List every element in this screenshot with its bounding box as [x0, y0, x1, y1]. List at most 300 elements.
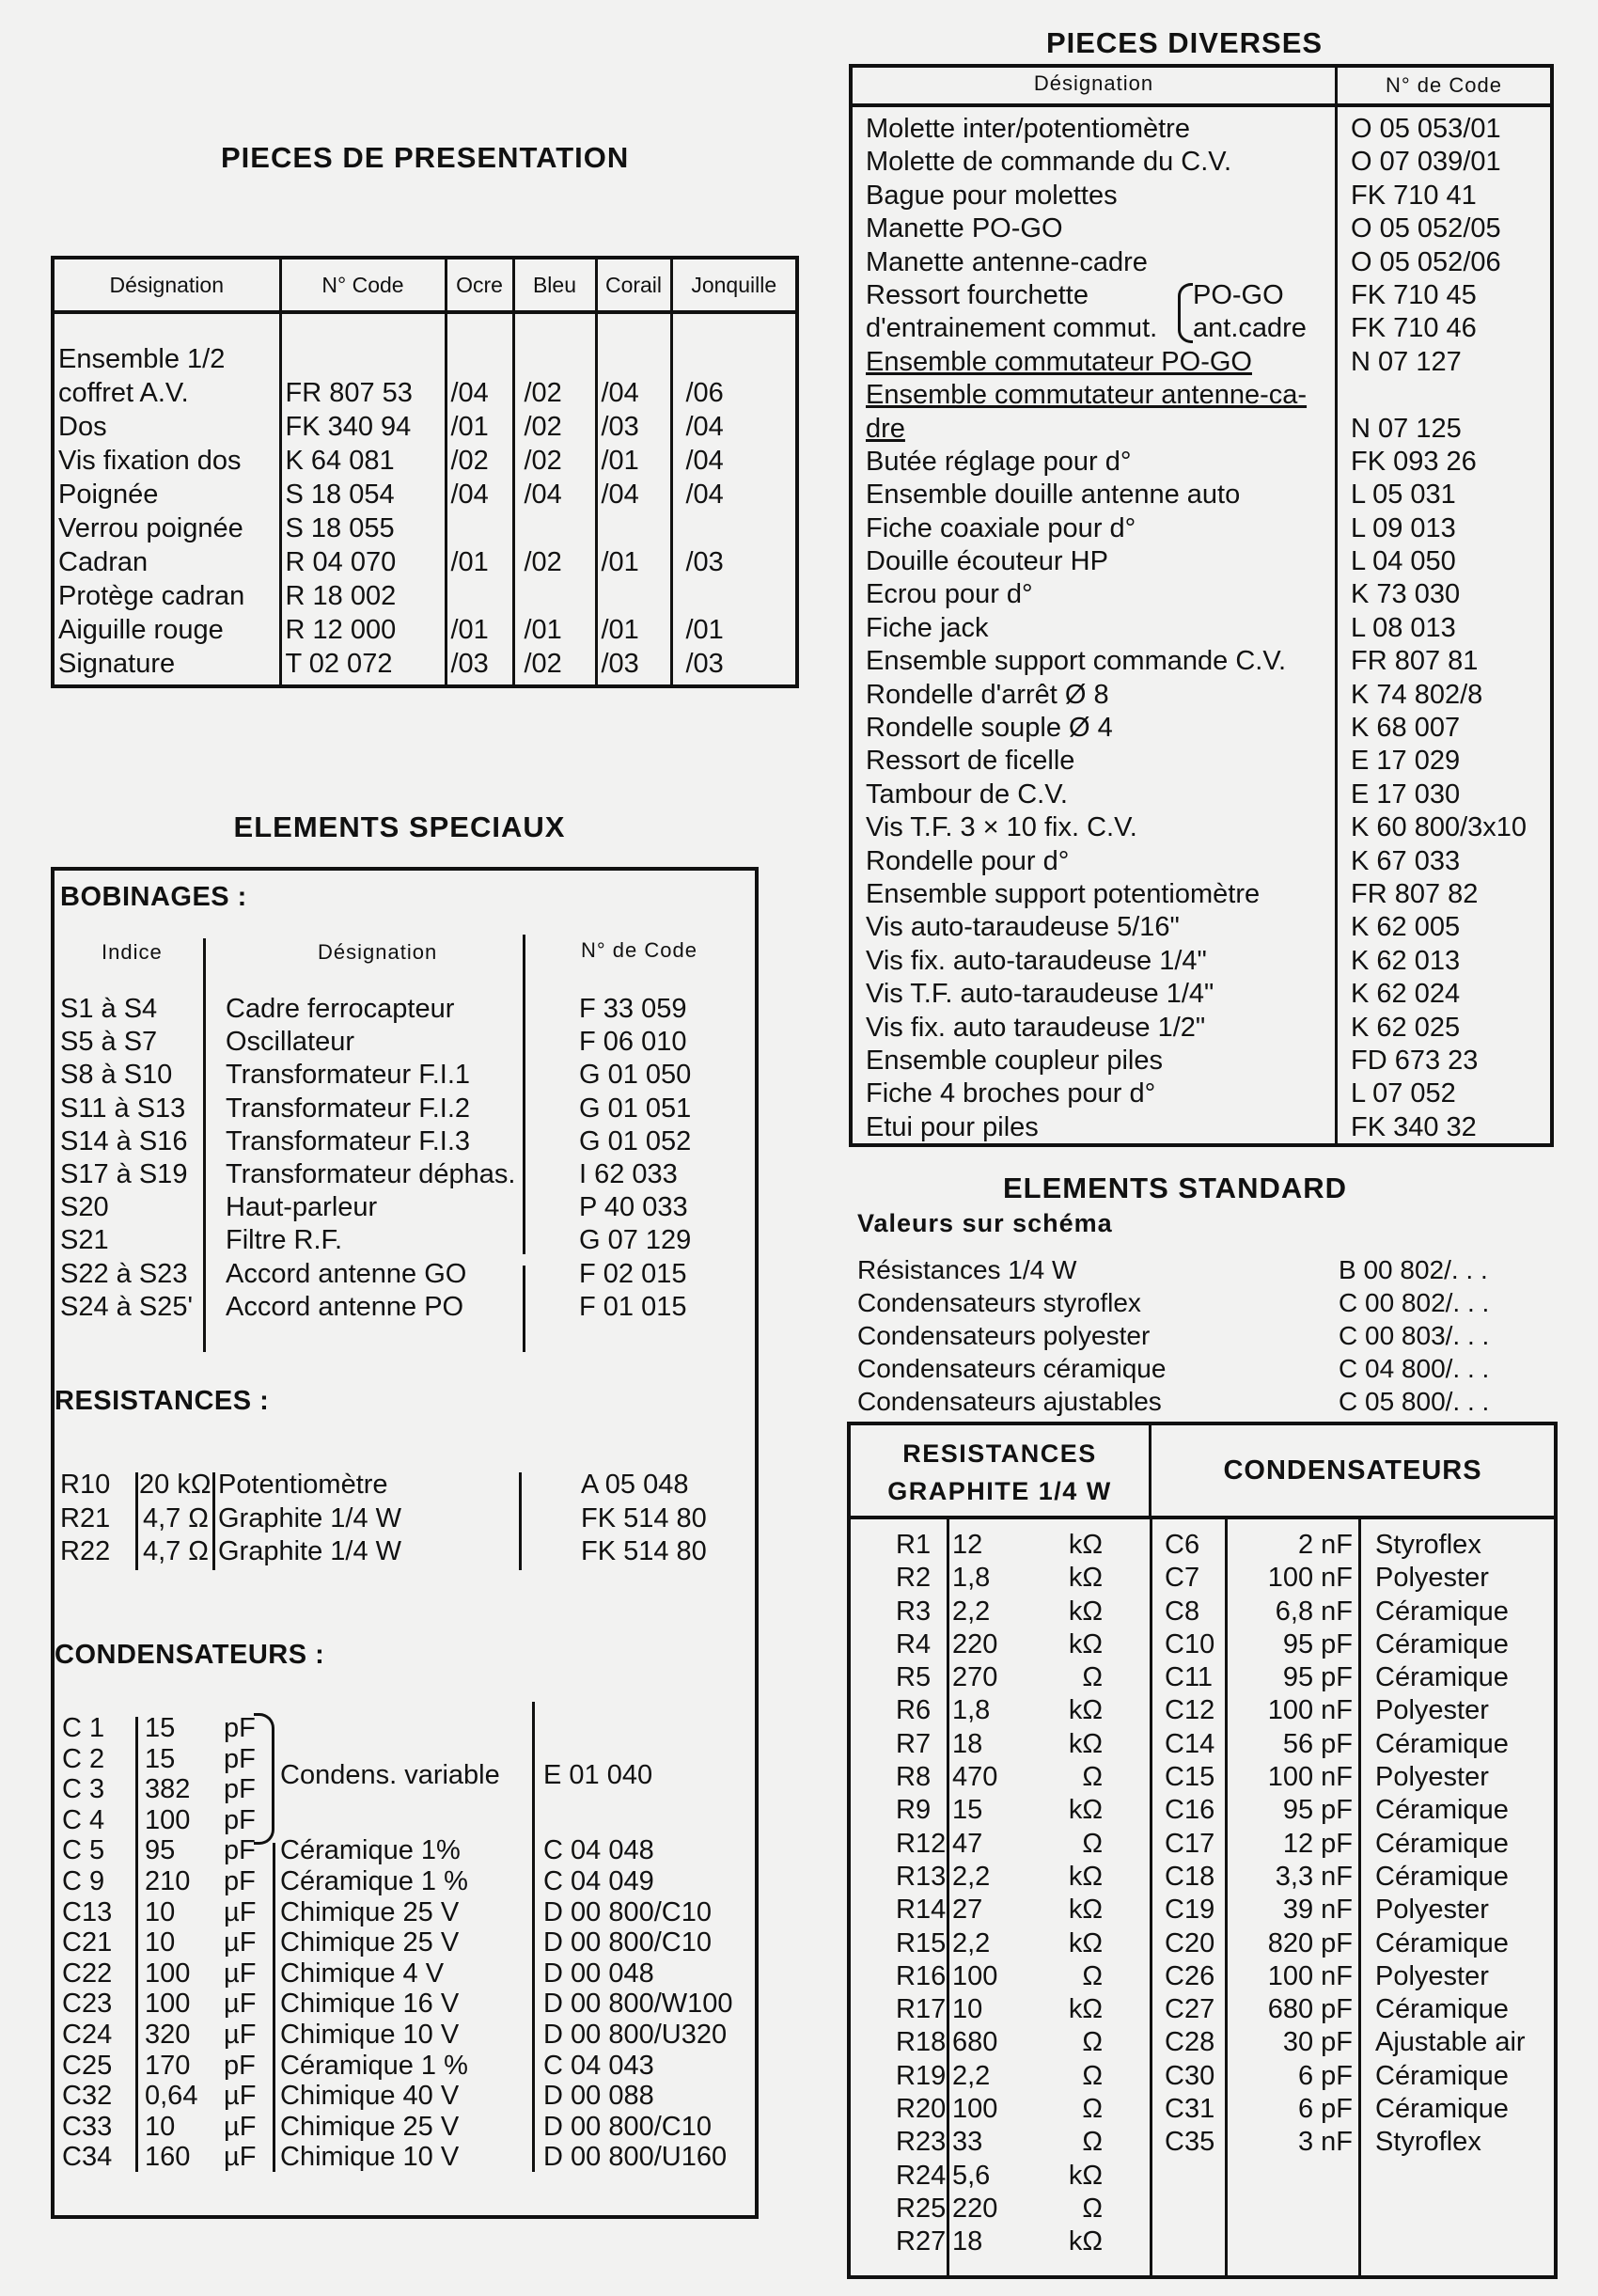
list-item-designation — [853, 180, 1335, 212]
cell-value: 100 — [145, 1804, 191, 1835]
list-item-designation — [853, 811, 1335, 844]
cell-res-value: 47 — [952, 1828, 983, 1859]
designation-column — [853, 107, 1338, 1143]
cell-unit: pF — [224, 1743, 256, 1774]
cell-code: D 00 800/W100 — [543, 1989, 733, 2020]
resistances-header — [851, 1425, 1152, 1519]
list-item-code: E 17 030 — [1351, 778, 1461, 810]
cell-cond-type: Céramique — [1375, 1795, 1509, 1826]
designation-text: Manette antenne-cadre — [866, 246, 1148, 277]
cell-designation: Poignée — [58, 480, 159, 510]
col-header-corail: Corail — [596, 259, 671, 312]
cell-res-ref: R9 — [896, 1795, 932, 1826]
cell-jonquille: /04 — [685, 412, 724, 442]
list-item-designation — [853, 845, 1335, 878]
cell-cond-ref: C35 — [1165, 2127, 1215, 2158]
cell-corail — [602, 579, 666, 613]
list-item-code: K 62 005 — [1351, 912, 1461, 943]
divider — [135, 1472, 138, 1570]
designation-text: Ressort fourchette — [866, 279, 1089, 310]
cell-bleu: /04 — [524, 480, 562, 510]
cell-ref: C33 — [62, 2111, 113, 2142]
list-item-designation — [853, 479, 1335, 511]
cell-code — [543, 1713, 733, 1744]
corail-column — [596, 312, 671, 684]
cell-ocre: /01 — [450, 412, 489, 442]
cell-value: 382 — [145, 1774, 191, 1805]
list-item-code: K 68 007 — [1351, 713, 1461, 744]
standard-codes — [1339, 1253, 1489, 1418]
ref-column — [62, 1713, 112, 2173]
variable-label: Condens. variable — [280, 1760, 500, 1790]
cell-type: Chimique 4 V — [280, 1958, 445, 1989]
cell-value: 4,7 Ω — [142, 1536, 209, 1566]
list-item-code: O 05 052/05 — [1351, 213, 1501, 244]
designation-text: Ensemble support commande C.V. — [866, 646, 1287, 677]
cell-value: 210 — [145, 1865, 191, 1896]
cell-value: 320 — [145, 2019, 191, 2050]
cell-type: Céramique 1 % — [280, 2050, 468, 2081]
condensateurs-header: CONDENSATEURS — [1152, 1425, 1554, 1519]
value-column — [139, 1469, 212, 1569]
cell-cond-ref: C31 — [1165, 2094, 1215, 2125]
resistances-header-line2: GRAPHITE 1/4 W — [887, 1477, 1112, 1505]
cell-ref: C 5 — [62, 1835, 105, 1866]
cell-res-unit: kΩ — [1068, 1994, 1103, 2025]
cell-unit: µF — [224, 1927, 257, 1958]
col-header-code: N° de Code — [581, 938, 697, 962]
diverses-table — [849, 64, 1554, 1147]
cell-code: T 02 072 — [285, 649, 393, 679]
cell-bleu — [525, 579, 591, 613]
list-item-designation — [853, 545, 1335, 578]
cell-designation: Signature — [58, 649, 176, 679]
designation-text: Fiche jack — [866, 612, 989, 643]
cell-bleu: /01 — [524, 615, 562, 645]
list-item-designation — [853, 246, 1335, 279]
cell-res-ref: R12 — [896, 1828, 947, 1859]
cell-res-ref: R27 — [896, 2226, 947, 2257]
cell-ref: C 3 — [62, 1774, 105, 1805]
cell-res-value: 2,2 — [952, 1596, 991, 1627]
designation-text: Ensemble coupleur piles — [866, 1045, 1163, 1076]
cell-res-ref: R6 — [896, 1695, 932, 1726]
cell-res-value: 15 — [952, 1795, 983, 1826]
list-item-designation — [853, 612, 1335, 645]
list-item-code: L 08 013 — [1351, 612, 1456, 643]
cell-unit: µF — [224, 2081, 257, 2112]
unit-column — [224, 1713, 256, 2173]
cell-bleu: /02 — [524, 412, 562, 442]
standard-label: Condensateurs polyester — [857, 1321, 1151, 1350]
cond-value-column — [1230, 1529, 1353, 2160]
cell-code: G 07 129 — [579, 1225, 692, 1256]
cell-cond-ref: C26 — [1165, 1960, 1215, 1991]
brace-option: PO-GO — [1193, 279, 1284, 310]
col-header-designation: Désignation — [853, 68, 1338, 103]
cell-cond-ref: C14 — [1165, 1728, 1215, 1759]
cell-type: Chimique 10 V — [280, 2019, 460, 2050]
cell-res-unit: kΩ — [1068, 1563, 1103, 1594]
list-item-code: K 60 800/3x10 — [1351, 812, 1528, 843]
cell-cond-ref: C10 — [1165, 1628, 1215, 1659]
list-item-designation — [853, 379, 1335, 412]
designation-text: Vis T.F. 3 × 10 fix. C.V. — [866, 812, 1137, 843]
cell-corail: /03 — [601, 412, 639, 442]
cell-cond-ref: C28 — [1165, 2027, 1215, 2058]
cell-designation: Verrou poignée — [58, 513, 243, 543]
list-item-code: N 07 127 — [1351, 346, 1462, 377]
cell-code — [543, 1744, 733, 1775]
cell-res-value: 10 — [952, 1994, 983, 2025]
cell-res-unit: kΩ — [1068, 1695, 1103, 1726]
cell-designation: Filtre R.F. — [226, 1225, 343, 1256]
cell-jonquille: /01 — [685, 615, 724, 645]
list-item-code: N 07 125 — [1351, 413, 1462, 444]
divider — [947, 1519, 949, 2275]
cell-code: F 01 015 — [579, 1291, 687, 1322]
cell-designation: Dos — [58, 412, 107, 442]
ref-column — [60, 1469, 110, 1569]
designation-column — [226, 993, 515, 1324]
designation-text: Vis fix. auto taraudeuse 1/2" — [866, 1012, 1206, 1043]
cell-cond-type: Polyester — [1375, 1960, 1489, 1991]
cell-res-ref: R1 — [896, 1530, 932, 1560]
cell-designation: Vis fixation dos — [58, 446, 242, 476]
col-header-ocre: Ocre — [446, 259, 513, 312]
list-item-code: O 05 052/06 — [1351, 246, 1501, 277]
list-item-code: FK 710 41 — [1351, 180, 1477, 211]
cell-designation: Aiguille rouge — [58, 615, 224, 645]
bleu-column — [513, 312, 596, 684]
cell-res-unit: kΩ — [1068, 1596, 1103, 1627]
cell-res-ref: R15 — [896, 1927, 947, 1958]
cell-cond-ref: C30 — [1165, 2060, 1215, 2091]
cell-code: S 18 054 — [285, 480, 395, 510]
cell-type: Chimique 16 V — [280, 1989, 460, 2020]
cell-cond-type: Céramique — [1375, 1927, 1509, 1958]
cell-designation: Transformateur F.I.1 — [226, 1060, 471, 1091]
cell-cond-ref: C15 — [1165, 1762, 1215, 1793]
cell-unit: pF — [224, 1865, 256, 1896]
cell-indice: S24 à S25' — [60, 1291, 193, 1322]
standard-label: Résistances 1/4 W — [857, 1255, 1077, 1284]
cell-designation: Haut-parleur — [226, 1192, 378, 1223]
cell-ref: C23 — [62, 1989, 113, 2020]
cell-ocre: /04 — [450, 480, 489, 510]
standard-code: C 05 800/. . . — [1339, 1387, 1490, 1416]
jonquille-column — [671, 312, 795, 684]
cell-indice: S8 à S10 — [60, 1060, 173, 1091]
col-header-jonquille: Jonquille — [671, 259, 795, 312]
cell-value: 10 — [145, 1927, 176, 1958]
cell-ref: C13 — [62, 1896, 113, 1927]
cell-designation: coffret A.V. — [58, 378, 189, 408]
standard-code: C 04 800/. . . — [1339, 1354, 1490, 1383]
cell-res-value: 1,8 — [952, 1695, 991, 1726]
cell-ref: C 4 — [62, 1804, 105, 1835]
cell-designation: Accord antenne GO — [226, 1258, 467, 1289]
designation-text: d'entrainement commut. — [866, 313, 1158, 344]
list-item-code: L 07 052 — [1351, 1078, 1456, 1109]
cell-designation: Cadran — [58, 547, 149, 577]
cell-code: C 04 048 — [543, 1835, 654, 1866]
cell-code: D 00 800/C10 — [543, 1896, 712, 1927]
cell-ref: C 2 — [62, 1743, 105, 1774]
cell-jonquille: /04 — [685, 446, 724, 476]
cell-cond-value: 3,3 nF — [1275, 1861, 1353, 1892]
cell-ref: C22 — [62, 1958, 113, 1989]
cell-value: 15 — [145, 1713, 176, 1743]
cell-res-unit: kΩ — [1068, 1728, 1103, 1759]
designation-column — [55, 312, 280, 684]
cell-cond-value: 95 pF — [1282, 1795, 1353, 1826]
designation-text: Ecrou pour d° — [866, 579, 1033, 610]
standard-subtitle: Valeurs sur schéma — [857, 1209, 1113, 1237]
cell-code: G 01 052 — [579, 1125, 692, 1156]
cell-res-unit: Ω — [1082, 2127, 1103, 2158]
list-item-designation — [853, 578, 1335, 611]
res-unit-column — [1046, 1529, 1103, 2259]
divider — [1225, 1519, 1228, 2275]
list-item-designation — [853, 978, 1335, 1011]
cell-corail: /01 — [601, 615, 639, 645]
cell-res-ref: R16 — [896, 1960, 947, 1991]
designation-text: Molette de commande du C.V. — [866, 147, 1232, 178]
res-ref-column — [896, 1529, 946, 2259]
cell-code: FR 807 53 — [285, 378, 413, 408]
cell-cond-type: Polyester — [1375, 1895, 1489, 1926]
cell-res-value: 2,2 — [952, 2060, 991, 2091]
cell-res-ref: R7 — [896, 1728, 932, 1759]
divider — [203, 938, 206, 1352]
cell-cond-type: Céramique — [1375, 2094, 1509, 2125]
cell-type: Chimique 25 V — [280, 2111, 460, 2142]
standard-title: ELEMENTS STANDARD — [1002, 1172, 1348, 1204]
indice-column — [60, 993, 193, 1324]
cell-ocre — [451, 579, 509, 613]
cell-indice: S11 à S13 — [60, 1093, 186, 1124]
cell-res-ref: R25 — [896, 2193, 947, 2224]
cell-res-ref: R18 — [896, 2027, 947, 2058]
list-item-code: L 04 050 — [1351, 546, 1456, 577]
presentation-title: PIECES DE PRESENTATION — [221, 141, 630, 174]
cell-indice: S5 à S7 — [60, 1027, 158, 1058]
list-item-code: O 07 039/01 — [1351, 147, 1501, 178]
cell-ref: C32 — [62, 2081, 113, 2112]
cell-type — [280, 1713, 468, 1744]
resistances-header-line1: RESISTANCES — [902, 1439, 1097, 1468]
cell-res-unit: Ω — [1082, 1828, 1103, 1859]
cell-res-unit: kΩ — [1068, 1861, 1103, 1892]
cell-res-value: 27 — [952, 1895, 983, 1926]
designation-text: Ressort de ficelle — [866, 746, 1075, 777]
cell-cond-ref: C8 — [1165, 1596, 1200, 1627]
cell-code: I 62 033 — [579, 1158, 678, 1189]
designation-text: Douille écouteur HP — [866, 546, 1108, 577]
cell-code: R 18 002 — [285, 581, 397, 611]
cell-code: FK 340 94 — [285, 412, 412, 442]
cell-res-value: 5,6 — [952, 2160, 991, 2191]
cell-code: P 40 033 — [579, 1192, 688, 1223]
cell-corail: /04 — [601, 378, 639, 408]
cell-res-unit: Ω — [1082, 2027, 1103, 2058]
cell-res-value: 12 — [952, 1530, 983, 1560]
cell-value: 15 — [145, 1743, 176, 1774]
cell-code: F 02 015 — [579, 1258, 687, 1289]
cell-code: R 04 070 — [285, 547, 397, 577]
type-column — [280, 1713, 468, 2173]
designation-text: Molette inter/potentiomètre — [866, 114, 1190, 144]
ocre-column — [446, 312, 513, 684]
cell-cond-value: 6,8 nF — [1275, 1596, 1353, 1627]
cell-cond-type: Céramique — [1375, 1828, 1509, 1859]
cell-res-unit: Ω — [1082, 1960, 1103, 1991]
cell-ocre: /01 — [450, 547, 489, 577]
list-item-designation — [853, 146, 1335, 179]
cell-code — [543, 1774, 733, 1805]
cell-code: C 04 049 — [543, 1865, 654, 1896]
cell-cond-type: Céramique — [1375, 1994, 1509, 2025]
cell-type — [280, 1744, 468, 1775]
designation-text: Ensemble commutateur antenne-ca- — [866, 380, 1308, 411]
cell-unit: pF — [224, 2050, 256, 2081]
cell-ocre: /04 — [450, 378, 489, 408]
cell-cond-value: 30 pF — [1282, 2027, 1353, 2058]
cell-cond-value: 820 pF — [1267, 1927, 1353, 1958]
list-item-designation — [853, 911, 1335, 944]
list-item-code: FK 710 45 — [1351, 279, 1477, 310]
cell-res-unit: Ω — [1082, 2094, 1103, 2125]
cell-res-unit: Ω — [1082, 2060, 1103, 2091]
divider — [523, 1266, 525, 1352]
cell-corail: /01 — [601, 446, 639, 476]
cell-type: Graphite 1/4 W — [218, 1536, 402, 1566]
condensateurs-label: CONDENSATEURS : — [55, 1640, 325, 1670]
list-item-designation — [853, 279, 1335, 312]
cell-code: A 05 048 — [581, 1470, 689, 1500]
variable-code: E 01 040 — [543, 1760, 653, 1790]
cell-code — [543, 1805, 733, 1836]
cell-value: 100 — [145, 1989, 191, 2020]
cell-cond-ref: C12 — [1165, 1695, 1215, 1726]
divider — [1150, 1519, 1152, 2275]
cell-res-ref: R2 — [896, 1563, 932, 1594]
cell-type: Chimique 40 V — [280, 2081, 460, 2112]
list-item-designation — [853, 679, 1335, 712]
list-item-designation — [853, 712, 1335, 745]
col-header-designation: Désignation — [55, 259, 280, 312]
speciaux-title: ELEMENTS SPECIAUX — [233, 810, 566, 843]
cell-res-unit: kΩ — [1068, 2160, 1103, 2191]
cell-designation: Transformateur F.I.3 — [226, 1125, 471, 1156]
list-item-designation — [853, 778, 1335, 811]
cell-indice: S14 à S16 — [60, 1125, 188, 1156]
designation-text: Manette PO-GO — [866, 213, 1063, 244]
cell-unit: pF — [224, 1713, 256, 1743]
cond-type-column — [1375, 1529, 1526, 2160]
designation-text: Rondelle pour d° — [866, 845, 1070, 876]
cell-designation: Transformateur F.I.2 — [226, 1093, 471, 1124]
designation-text: Rondelle d'arrêt Ø 8 — [866, 679, 1109, 710]
designation-text: Rondelle souple Ø 4 — [866, 713, 1113, 744]
cell-cond-value: 6 pF — [1297, 2060, 1353, 2091]
cell-indice: S21 — [60, 1225, 109, 1256]
col-header-bleu: Bleu — [513, 259, 596, 312]
cell-corail: /01 — [601, 547, 639, 577]
cell-cond-ref: C6 — [1165, 1530, 1200, 1560]
cell-cond-value: 100 nF — [1267, 1563, 1353, 1594]
cell-unit: pF — [224, 1774, 256, 1805]
cell-res-value: 220 — [952, 2193, 998, 2224]
cell-res-ref: R8 — [896, 1762, 932, 1793]
cell-res-ref: R19 — [896, 2060, 947, 2091]
cell-res-value: 470 — [952, 1762, 998, 1793]
list-item-code: L 09 013 — [1351, 512, 1456, 543]
cell-ref: C21 — [62, 1927, 113, 1958]
list-item-code: FR 807 81 — [1351, 646, 1479, 677]
list-item-designation — [853, 413, 1335, 446]
cell-cond-type: Polyester — [1375, 1695, 1489, 1726]
cell-cond-value: 95 pF — [1282, 1662, 1353, 1693]
cell-indice: S20 — [60, 1192, 109, 1223]
brace-icon — [1178, 283, 1193, 343]
cell-cond-value: 12 pF — [1282, 1828, 1353, 1859]
cell-indice: S1 à S4 — [60, 994, 158, 1024]
cell-ocre: /01 — [450, 615, 489, 645]
divider — [273, 1843, 275, 2172]
cell-cond-value: 56 pF — [1282, 1728, 1353, 1759]
cell-code: C 04 043 — [543, 2050, 654, 2081]
cell-bleu — [525, 511, 591, 545]
designation-text: Fiche 4 broches pour d° — [866, 1078, 1156, 1109]
cell-res-ref: R13 — [896, 1861, 947, 1892]
list-item-code: K 67 033 — [1351, 845, 1461, 876]
cell-unit: pF — [224, 1804, 256, 1835]
cell-value: 10 — [145, 2111, 176, 2142]
bobinages-label: BOBINAGES : — [60, 882, 247, 912]
cell-ref: R10 — [60, 1470, 111, 1500]
cell-indice: S17 à S19 — [60, 1158, 188, 1189]
cell-cond-ref: C18 — [1165, 1861, 1215, 1892]
cell-ref: R22 — [60, 1536, 111, 1566]
cell-cond-ref: C27 — [1165, 1994, 1215, 2025]
cell-jonquille: /06 — [685, 378, 724, 408]
cell-value: 160 — [145, 2142, 191, 2173]
cell-code: R 12 000 — [285, 615, 397, 645]
list-item-code: K 62 024 — [1351, 979, 1461, 1010]
cell-cond-type: Céramique — [1375, 1662, 1509, 1693]
diverses-title: PIECES DIVERSES — [1045, 26, 1324, 59]
cell-type: Chimique 25 V — [280, 1927, 460, 1958]
list-item-code: K 73 030 — [1351, 579, 1461, 610]
cell-cond-value: 100 nF — [1267, 1960, 1353, 1991]
cond-ref-column — [1165, 1529, 1214, 2160]
standard-code: C 00 803/. . . — [1339, 1321, 1490, 1350]
cell-code: S 18 055 — [285, 513, 395, 543]
cell-cond-ref: C16 — [1165, 1795, 1215, 1826]
col-header-code: N° Code — [280, 259, 446, 312]
cell-res-value: 270 — [952, 1662, 998, 1693]
designation-text: Tambour de C.V. — [866, 778, 1068, 810]
cell-ocre: /02 — [450, 446, 489, 476]
cell-res-ref: R20 — [896, 2094, 947, 2125]
cell-designation: Oscillateur — [226, 1027, 354, 1058]
list-item-code: K 62 025 — [1351, 1012, 1461, 1043]
cell-ref: C 1 — [62, 1713, 105, 1743]
cell-res-unit: Ω — [1082, 2193, 1103, 2224]
cell-unit: µF — [224, 2019, 257, 2050]
